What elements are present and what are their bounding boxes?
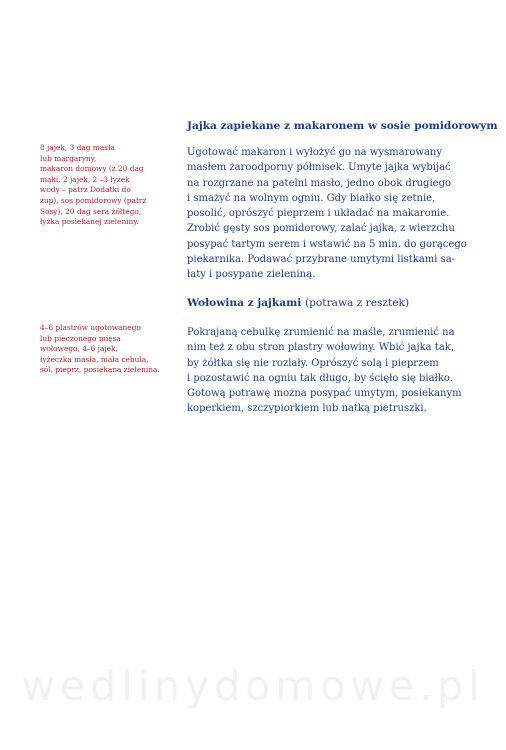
instruction-line: Zrobić gęsty sos pomidorowy, zalać jajka, z wierzchu	[187, 223, 455, 235]
ingredients-list	[40, 323, 180, 376]
ingredient-line: lub margaryny,	[40, 153, 97, 163]
ingredient-line: sól, pieprz, posiekana zielenina.	[40, 365, 160, 375]
recipe-title	[187, 297, 409, 309]
ingredient-line: 4–6 plastrów ugotowanego	[40, 323, 141, 332]
ingredient-line: wołowego, 4–6 jajek,	[40, 344, 118, 354]
recipe-title-text: Wołowina z jajkami	[187, 297, 302, 309]
instruction-line: łaty i posypane zieleniną.	[187, 269, 316, 281]
instruction-line: Ugotować makaron i wyłożyć go na wysmarowany	[187, 147, 442, 158]
instruction-line: Gotową potrawę można posypać umytym, posiekanym	[187, 388, 462, 400]
ingredient-line: łyżka posiekanej zieleniny.	[40, 217, 139, 227]
instruction-line: na rozgrzane na patelni masło, jedno obok drugiego	[187, 177, 451, 189]
ingredient-line: 8 jajek, 3 dag masła	[40, 143, 115, 152]
ingredient-line: zup), sos pomidorowy (patrz	[40, 195, 147, 205]
ingredient-line: łyżeczka masła, mała cebula,	[40, 354, 149, 364]
watermark: wedlinydomowe.pl	[21, 662, 485, 710]
instruction-line: by żółtka się nie rozlały. Oprószyć solą i pieprzem	[187, 357, 439, 369]
recipe-instructions	[187, 325, 487, 417]
ingredient-line: Sosy), 20 dag sera żółtego,	[40, 206, 142, 216]
instruction-line: piekarnika. Podawać przybrane umytymi listkami sa-	[187, 254, 456, 266]
ingredient-line: makaron domowy (z 20 dag	[40, 164, 144, 174]
instruction-line: Pokrajaną cebulkę zrumienić na maśle, zrumienić na	[187, 327, 455, 338]
instruction-line: koperkiem, szczypiorkiem lub natką pietruszki.	[187, 403, 427, 415]
instruction-line: i smażyć na wolnym ogniu. Gdy białko się zetnie,	[187, 192, 436, 204]
instruction-line: nim też z obu stron plastry wołowiny. Wbić jajka tak,	[187, 342, 455, 354]
ingredient-line: mąki, 2 jajek, 2 –3 łyżek	[40, 174, 130, 184]
instruction-line: i pozostawić na ogniu tak długo, by ścięło się białko.	[187, 372, 453, 384]
recipe-title	[187, 120, 498, 132]
instruction-line: posolić, oprószyć pieprzem i układać na makaronie.	[187, 208, 450, 220]
ingredient-line: wody – patrz Dodatki do	[40, 185, 131, 195]
recipe-title-text: Jajka zapiekane z makaronem w sosie pomidorowym	[187, 120, 498, 132]
recipe-instructions	[187, 145, 487, 283]
recipe-subtitle: (potrawa z resztek)	[305, 297, 410, 309]
instruction-line: masłem żaroodporny półmisek. Umyte jajka wybijać	[187, 162, 451, 174]
ingredient-line: lub pieczonego mięsa	[40, 333, 121, 343]
instruction-line: posypać tartym serem i wstawić na 5 min. do gorącego	[187, 238, 467, 250]
ingredients-list	[40, 143, 180, 228]
